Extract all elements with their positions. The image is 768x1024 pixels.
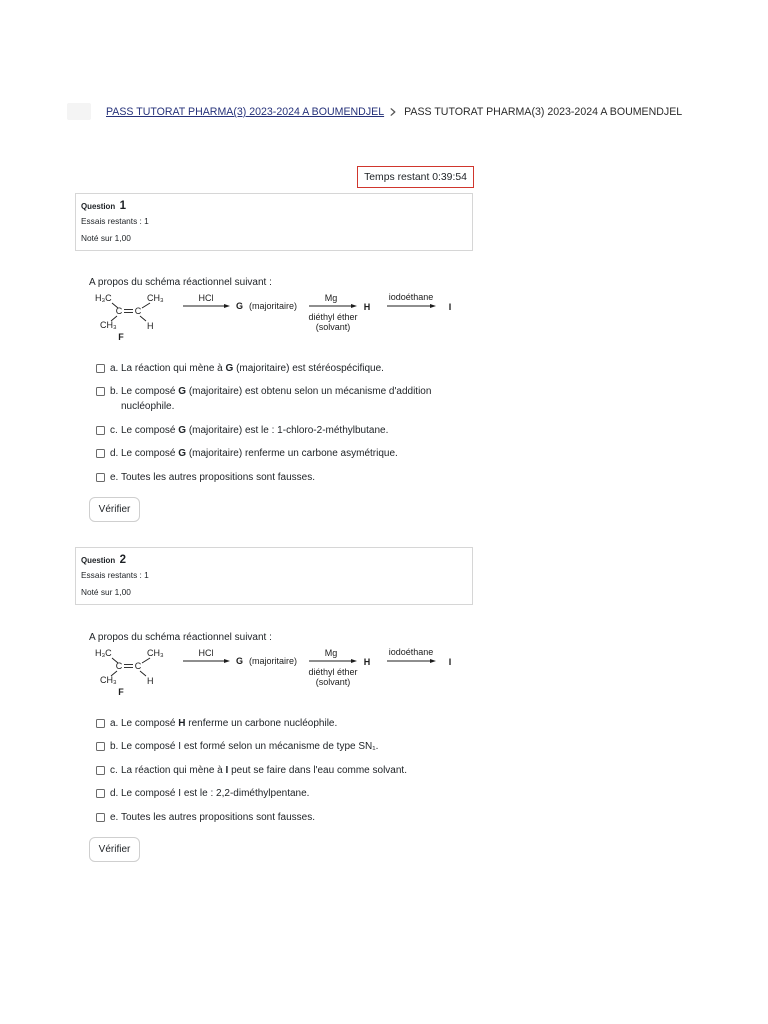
substituent-top-right: CH₃ [147,648,164,658]
question-label: Question [81,556,116,565]
compound-letter: H [178,717,186,729]
attempts-remaining: Essais restants : 1 [81,216,149,226]
question-label: Question [81,202,116,211]
home-icon [67,103,91,120]
solvent-label: diéthyl éther [308,667,358,677]
product-label: G [236,301,244,311]
reagent-label: iodoéthane [388,647,434,657]
arrowhead [430,659,436,663]
option-checkbox[interactable] [96,364,105,373]
grade-info: Noté sur 1,00 [81,587,131,597]
option-label[interactable] [110,384,466,414]
answer-option [96,810,476,825]
question-info-box [75,547,473,605]
option-text [121,361,466,376]
option-text-segment: La réaction qui mène à [121,362,226,374]
answer-options-list [96,716,476,834]
option-text [121,384,466,414]
option-label[interactable] [110,763,466,778]
arrowhead [430,304,436,308]
compound-label: F [118,687,124,697]
option-letter: b. [110,741,119,752]
bond-line [140,316,146,321]
option-text-segment: Le composé I est le : 2,2-diméthylpentane. [121,788,310,799]
reagent-label: Mg [324,648,338,658]
arrowhead [351,659,357,663]
option-letter: c. [110,424,118,436]
option-label[interactable] [110,716,466,731]
timer-text [364,172,467,183]
option-text-segment: (majoritaire) est obtenu selon un mécanisme d'addition nucléophile. [121,386,432,412]
question-number-value: 1 [119,200,127,212]
answer-option [96,423,476,438]
compound-letter: G [178,424,187,436]
question-number-value: 2 [119,554,127,566]
arrowhead [224,304,230,308]
product-label: H [363,302,371,312]
option-checkbox[interactable] [96,742,105,751]
option-text-segment: Le composé [121,386,179,397]
option-text-segment: Toutes les autres propositions sont fausses. [121,811,315,823]
substituent-bottom-left: CH₃ [100,320,117,330]
question-text: A propos du schéma réactionnel suivant : [89,632,272,643]
option-text-segment: (majoritaire) est le : 1-chloro-2-méthylbutane. [186,424,389,436]
product-note: (majoritaire) [249,301,298,311]
reagent-label: iodoéthane [388,292,434,302]
option-text [121,739,466,754]
reagent-label: HCl [198,293,214,303]
timer-value: 0:39:54 [432,171,467,183]
option-checkbox[interactable] [96,813,105,822]
option-letter: a. [110,362,119,374]
time-remaining-box [357,166,474,188]
bond-line [140,671,146,676]
product-label: I [448,657,452,667]
substituent-bottom-right: H [147,676,154,686]
option-text-segment: Toutes les autres propositions sont fausses. [121,471,315,483]
option-text-segment: Le composé [121,448,179,459]
option-checkbox[interactable] [96,387,105,396]
option-label[interactable] [110,423,466,438]
answer-option [96,716,476,731]
attempts-remaining: Essais restants : 1 [81,570,149,580]
compound-label: F [118,332,124,342]
reagent-label: HCl [198,648,214,658]
carbon-atom: C [134,661,142,671]
substituent-top-right: CH₃ [147,293,164,303]
answer-option [96,763,476,778]
option-letter: e. [110,471,119,483]
option-letter: d. [110,448,119,459]
question-info-box [75,193,473,251]
reaction-scheme [88,289,460,347]
product-label: H [363,657,371,667]
product-label: I [448,302,452,312]
answer-options-list [96,361,476,494]
option-text-segment: Le composé [121,424,179,436]
option-text-segment: La réaction qui mène à [121,764,226,776]
question-text: A propos du schéma réactionnel suivant : [89,277,272,288]
answer-option [96,361,476,376]
answer-option [96,786,476,801]
carbon-atom: C [134,306,142,316]
grade-info: Noté sur 1,00 [81,233,131,243]
answer-option [96,446,476,461]
option-checkbox[interactable] [96,449,105,458]
substituent-top-left: H₃C [95,293,112,303]
breadcrumb [106,105,682,119]
solvent-note: (solvant) [315,677,351,687]
option-label[interactable] [110,361,466,376]
option-text-segment: Le composé I est formé selon un mécanisme de type SN₁. [121,741,379,752]
chevron-right-icon [390,108,396,116]
option-text [121,763,466,778]
compound-letter: G [225,362,234,374]
arrowhead [224,659,230,663]
option-label[interactable] [110,446,466,461]
option-letter: e. [110,811,119,823]
option-text-segment: (majoritaire) renferme un carbone asymétrique. [186,448,398,459]
check-button[interactable]: Vérifier [89,497,140,522]
option-text-segment: (majoritaire) est stéréospécifique. [233,362,384,374]
option-letter: d. [110,788,119,799]
product-label: G [236,656,244,666]
option-label[interactable] [110,739,466,754]
option-text [121,786,466,801]
breadcrumb-current: PASS TUTORAT PHARMA(3) 2023-2024 A BOUMENDJEL [404,106,683,118]
option-text [121,423,466,438]
option-text [121,470,466,485]
bond-line [142,303,150,308]
compound-letter: I [225,764,229,776]
option-text-segment: peut se faire dans l'eau comme solvant. [228,764,407,776]
option-label[interactable] [110,470,466,485]
timer-label: Temps restant [364,171,430,183]
option-checkbox[interactable] [96,719,105,728]
compound-letter: G [178,386,187,397]
answer-option [96,384,476,414]
check-button[interactable]: Vérifier [89,837,140,862]
answer-option [96,739,476,754]
solvent-note: (solvant) [315,322,351,332]
option-label[interactable] [110,810,466,825]
reagent-label: Mg [324,293,338,303]
substituent-top-left: H₃C [95,648,112,658]
carbon-atom: C [115,661,123,671]
option-checkbox[interactable] [96,426,105,435]
reaction-scheme [88,644,460,702]
option-letter: a. [110,717,119,729]
breadcrumb-link-course[interactable]: PASS TUTORAT PHARMA(3) 2023-2024 A BOUMENDJEL [106,106,385,118]
substituent-bottom-right: H [147,321,154,331]
option-checkbox[interactable] [96,789,105,798]
option-letter: b. [110,386,119,397]
product-note: (majoritaire) [249,656,298,666]
option-letter: c. [110,764,118,776]
answer-option [96,470,476,485]
option-text [121,810,466,825]
solvent-label: diéthyl éther [308,312,358,322]
bond-line [142,658,150,663]
option-text-segment: renferme un carbone nucléophile. [185,717,338,729]
option-checkbox[interactable] [96,473,105,482]
compound-letter: G [178,448,187,459]
arrowhead [351,304,357,308]
option-text-segment: Le composé [121,717,179,729]
substituent-bottom-left: CH₃ [100,675,117,685]
option-text [121,716,466,731]
option-label[interactable] [110,786,466,801]
carbon-atom: C [115,306,123,316]
option-text [121,446,466,461]
option-checkbox[interactable] [96,766,105,775]
